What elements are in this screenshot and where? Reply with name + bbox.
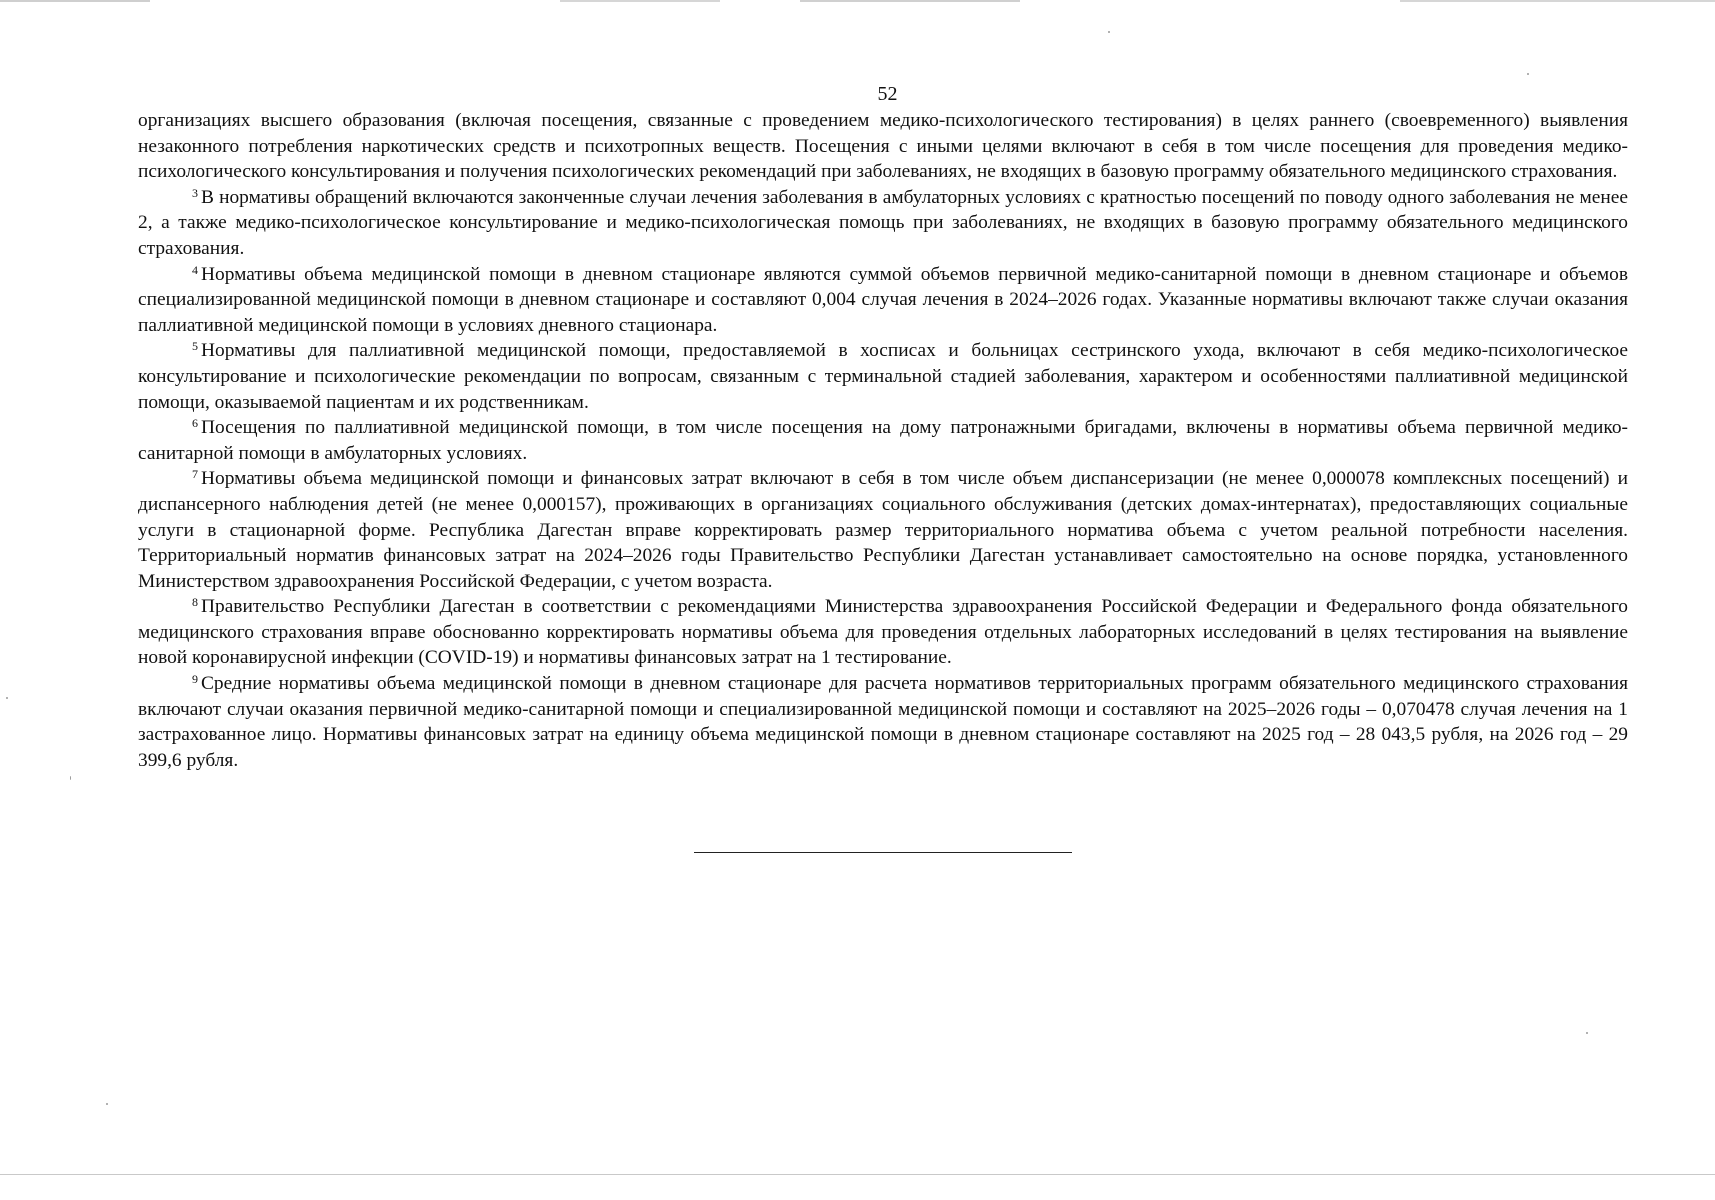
footnote-text: Нормативы для паллиативной медицинской помощи, предоставляемой в хосписах и больницах сестринского ухода, включают в себя медико-психологическое консультирование и психологические рекомендации по вопросам, связанным с терминальной стадией заболевания, характером и особенностями паллиативной медицинской помощи, оказываемой пациентам и их родственникам. bbox=[138, 340, 1628, 413]
footnote-6 bbox=[138, 415, 1628, 466]
footnote-5 bbox=[138, 338, 1628, 415]
footnote-text: В нормативы обращений включаются законченные случаи лечения заболевания в амбулаторных условиях с кратностью посещений по поводу одного заболевания не менее 2, а также медико-психологическое консультирование и медико-психологическая помощь при заболеваниях, не входящих в базовую программу обязательного медицинского страхования. bbox=[138, 186, 1628, 259]
scan-speck bbox=[1108, 31, 1110, 33]
footnote-7 bbox=[138, 466, 1628, 594]
continuation-paragraph bbox=[138, 108, 1628, 185]
footnote-marker: 4 bbox=[192, 262, 198, 277]
footnote-marker: 9 bbox=[192, 672, 198, 687]
scan-speck bbox=[106, 1103, 108, 1105]
footnote-4 bbox=[138, 262, 1628, 339]
scan-speck bbox=[1586, 1032, 1588, 1034]
footnote-8 bbox=[138, 594, 1628, 671]
footnote-text: Посещения по паллиативной медицинской помощи, в том числе посещения на дому патронажными бригадами, включены в нормативы объема первичной медико-санитарной помощи в амбулаторных условиях. bbox=[138, 417, 1628, 464]
footnote-marker: 7 bbox=[192, 467, 198, 482]
footnote-marker: 5 bbox=[192, 339, 198, 354]
scan-speck bbox=[6, 697, 8, 699]
footnote-text: Нормативы объема медицинской помощи и финансовых затрат включают в себя в том числе объем диспансеризации (не менее 0,000078 комплексных посещений) и диспансерного наблюдения детей (не менее 0,000157), проживающих в организациях социального обслуживания (детских домах-интернатах), предоставляющих социальные услуги в стационарной форме. Республика Дагестан вправе корректировать размер территориального норматива объема с учетом реальной потребности населения. Территориальный норматив финансовых затрат на 2024–2026 годы Правительство Республики Дагестан устанавливает самостоятельно на основе порядка, установленного Министерством здравоохранения Российской Федерации, с учетом возраста. bbox=[138, 468, 1628, 592]
end-of-text-rule bbox=[694, 852, 1072, 853]
scan-speck bbox=[70, 776, 71, 780]
footnote-text: Нормативы объема медицинской помощи в дневном стационаре являются суммой объемов первичной медико-санитарной помощи в дневном стационаре и объемов специализированной медицинской помощи в дневном стационаре и составляют 0,004 случая лечения в 2024–2026 годах. Указанные нормативы включают также случаи оказания паллиативной медицинской помощи в условиях дневного стационара. bbox=[138, 263, 1628, 336]
footnote-3 bbox=[138, 185, 1628, 262]
page-number: 52 bbox=[877, 83, 898, 105]
footnotes-body bbox=[138, 108, 1628, 773]
paragraph-text: организациях высшего образования (включая посещения, связанные с проведением медико-психологического тестирования) в целях раннего (своевременного) выявления незаконного потребления наркотических средств и психотропных веществ. Посещения с иными целями включают в себя в том числе посещения для проведения медико-психологического консультирования и получения психологических рекомендаций при заболеваниях, не входящих в базовую программу обязательного медицинского страхования. bbox=[138, 110, 1628, 183]
footnote-text: Средние нормативы объема медицинской помощи в дневном стационаре для расчета нормативов территориальных программ обязательного медицинского страхования включают случаи оказания первичной медико-санитарной помощи и специализированной медицинской помощи и составляют на 2025–2026 годы – 0,070478 случая лечения на 1 застрахованное лицо. Нормативы финансовых затрат на единицу объема медицинской помощи в дневном стационаре составляют на 2025 год – 28 043,5 рубля, на 2026 год – 29 399,6 рубля. bbox=[138, 673, 1628, 771]
footnote-marker: 8 bbox=[192, 595, 198, 610]
footnote-marker: 6 bbox=[192, 416, 198, 431]
footnote-marker: 3 bbox=[192, 185, 198, 200]
scan-edge-bottom bbox=[0, 1174, 1715, 1175]
footnote-text: Правительство Республики Дагестан в соответствии с рекомендациями Министерства здравоохранения Российской Федерации и Федерального фонда обязательного медицинского страхования вправе обоснованно корректировать нормативы объема для проведения отдельных лабораторных исследований в целях тестирования на выявление новой коронавирусной инфекции (COVID-19) и нормативы финансовых затрат на 1 тестирование. bbox=[138, 596, 1628, 669]
scan-edge-top bbox=[0, 0, 1715, 2]
scan-speck bbox=[1527, 73, 1529, 75]
footnote-9 bbox=[138, 671, 1628, 773]
